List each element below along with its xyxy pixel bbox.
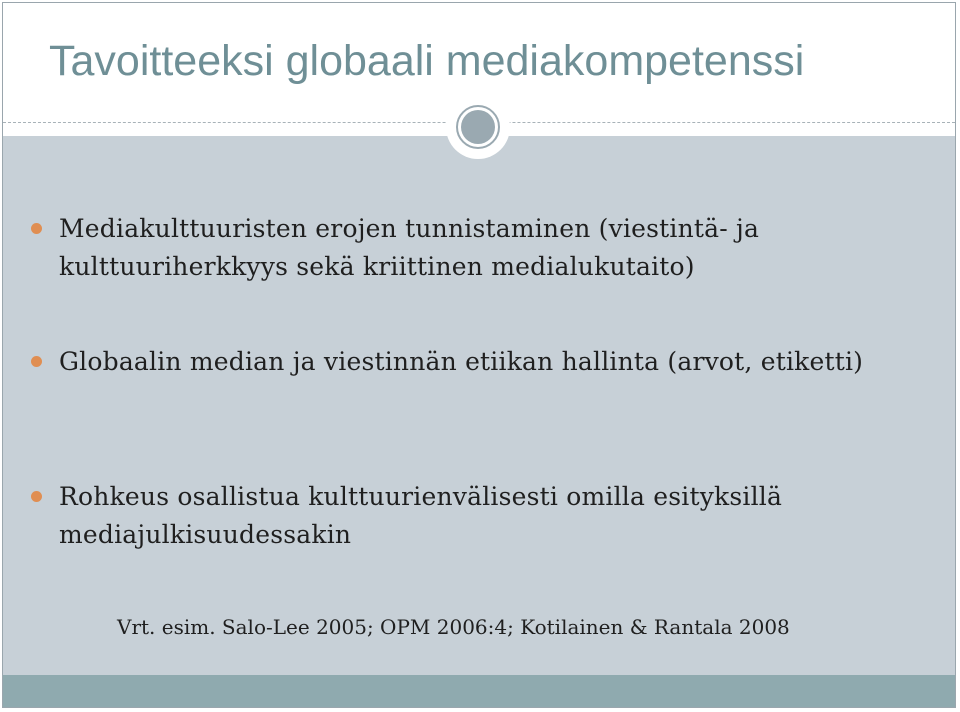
bullet-text: Mediakulttuuristen erojen tunnistaminen (viestintä- ja kulttuuriherkkyys sekä kriittinen medialukutaito) (59, 214, 760, 281)
footer-bar (3, 675, 955, 708)
bullet-text: Rohkeus osallistua kulttuurienvälisesti omilla esityksillä mediajulkisuudessakin (59, 482, 783, 549)
bullet-dot-icon (31, 356, 42, 367)
bullet-dot-icon (31, 491, 42, 502)
slide (2, 2, 956, 708)
reference-text: Vrt. esim. Salo-Lee 2005; OPM 2006:4; Kotilainen & Rantala 2008 (117, 615, 790, 639)
slide-title: Tavoitteeksi globaali mediakompetenssi (49, 37, 805, 85)
bullet-dot-icon (31, 223, 42, 234)
content-area (3, 136, 955, 675)
circle-ornament-center (461, 110, 495, 144)
bullet-text: Globaalin median ja viestinnän etiikan hallinta (arvot, etiketti) (59, 347, 864, 376)
